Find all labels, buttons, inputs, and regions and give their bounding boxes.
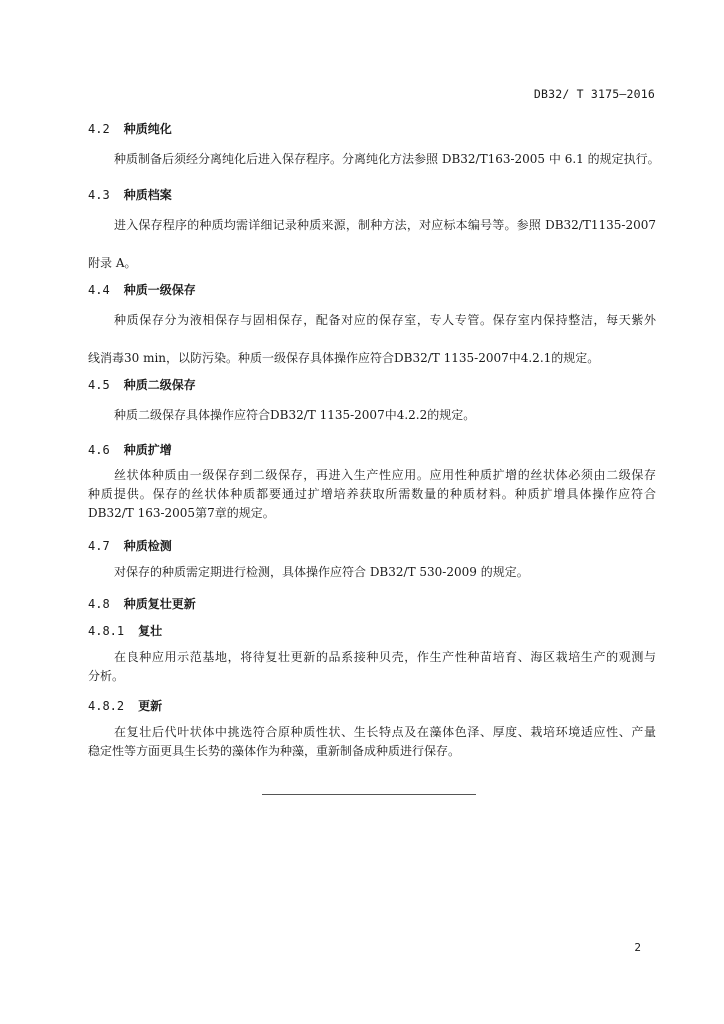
heading-4-3	[88, 186, 172, 203]
section-number: 4.3	[88, 188, 110, 202]
paragraph-4-4	[88, 311, 656, 368]
paragraph-line: 进入保存程序的种质均需详细记录种质来源，制种方法，对应标本编号等。参照 DB32/T1135-2007	[114, 218, 656, 232]
paragraph-line: 种质制备后须经分离纯化后进入保存程序。分离纯化方法参照 DB32/T163-2005 中 6.1 的规定执行。	[114, 152, 660, 166]
heading-4-8	[88, 595, 196, 612]
section-title: 种质二级保存	[123, 378, 196, 392]
paragraph-line: 在复壮后代叶状体中挑选符合原种质性状、生长特点及在藻体色泽、厚度、栽培环境适应性、产量	[114, 725, 656, 739]
document-code: DB32/ T 3175—2016	[533, 87, 655, 101]
section-number: 4.8.2	[88, 699, 125, 713]
section-title: 种质扩增	[123, 443, 172, 457]
section-title: 种质一级保存	[123, 283, 196, 297]
paragraph-line: 对保存的种质需定期进行检测，具体操作应符合 DB32/T 530-2009 的规定。	[114, 565, 529, 579]
paragraph-4-8-1	[88, 648, 656, 686]
section-title: 种质纯化	[123, 122, 172, 136]
paragraph-line: 种质提供。保存的丝状体种质都要通过扩增培养获取所需数量的种质材料。种质扩增具体操作应符合	[88, 487, 656, 502]
section-title: 种质复壮更新	[123, 597, 196, 611]
paragraph-4-6	[88, 466, 656, 524]
paragraph-line: DB32/T 163-2005第7章的规定。	[88, 506, 275, 521]
section-title: 复壮	[138, 624, 163, 638]
paragraph-line: 在良种应用示范基地，将待复壮更新的品系接种贝壳，作生产性种苗培育、海区栽培生产的观测与	[114, 650, 656, 664]
section-number: 4.8	[88, 597, 110, 611]
paragraph-line: 附录 A。	[88, 256, 137, 271]
paragraph-4-8-2	[88, 723, 656, 761]
section-title: 更新	[138, 699, 163, 713]
section-number: 4.4	[88, 283, 110, 297]
paragraph-line: 丝状体种质由一级保存到二级保存，再进入生产性应用。应用性种质扩增的丝状体必须由二级保存	[114, 468, 656, 482]
page-number: 2	[634, 941, 641, 954]
section-number: 4.8.1	[88, 624, 125, 638]
paragraph-4-7	[88, 563, 656, 582]
paragraph-line: 线消毒30 min，以防污染。种质一级保存具体操作应符合DB32/T 1135-2007中4.2.1的规定。	[88, 351, 600, 366]
section-number: 4.2	[88, 122, 110, 136]
section-number: 4.6	[88, 443, 110, 457]
paragraph-4-3	[88, 216, 656, 273]
heading-4-4	[88, 281, 196, 298]
paragraph-4-5	[88, 406, 656, 425]
heading-4-6	[88, 441, 172, 458]
heading-4-7	[88, 537, 172, 554]
paragraph-line: 种质保存分为液相保存与固相保存，配备对应的保存室，专人专管。保存室内保持整洁，每天紫外	[114, 313, 656, 327]
section-number: 4.5	[88, 378, 110, 392]
heading-4-8-1	[88, 622, 162, 639]
paragraph-line: 分析。	[88, 669, 125, 684]
paragraph-line: 稳定性等方面更具生长势的藻体作为种藻，重新制备成种质进行保存。	[88, 744, 461, 759]
section-title: 种质检测	[123, 539, 172, 553]
end-of-text-rule	[262, 794, 476, 795]
paragraph-line: 种质二级保存具体操作应符合DB32/T 1135-2007中4.2.2的规定。	[114, 408, 476, 422]
section-title: 种质档案	[123, 188, 172, 202]
heading-4-2	[88, 120, 172, 137]
paragraph-4-2	[88, 150, 660, 169]
heading-4-8-2	[88, 697, 162, 714]
heading-4-5	[88, 376, 196, 393]
section-number: 4.7	[88, 539, 110, 553]
